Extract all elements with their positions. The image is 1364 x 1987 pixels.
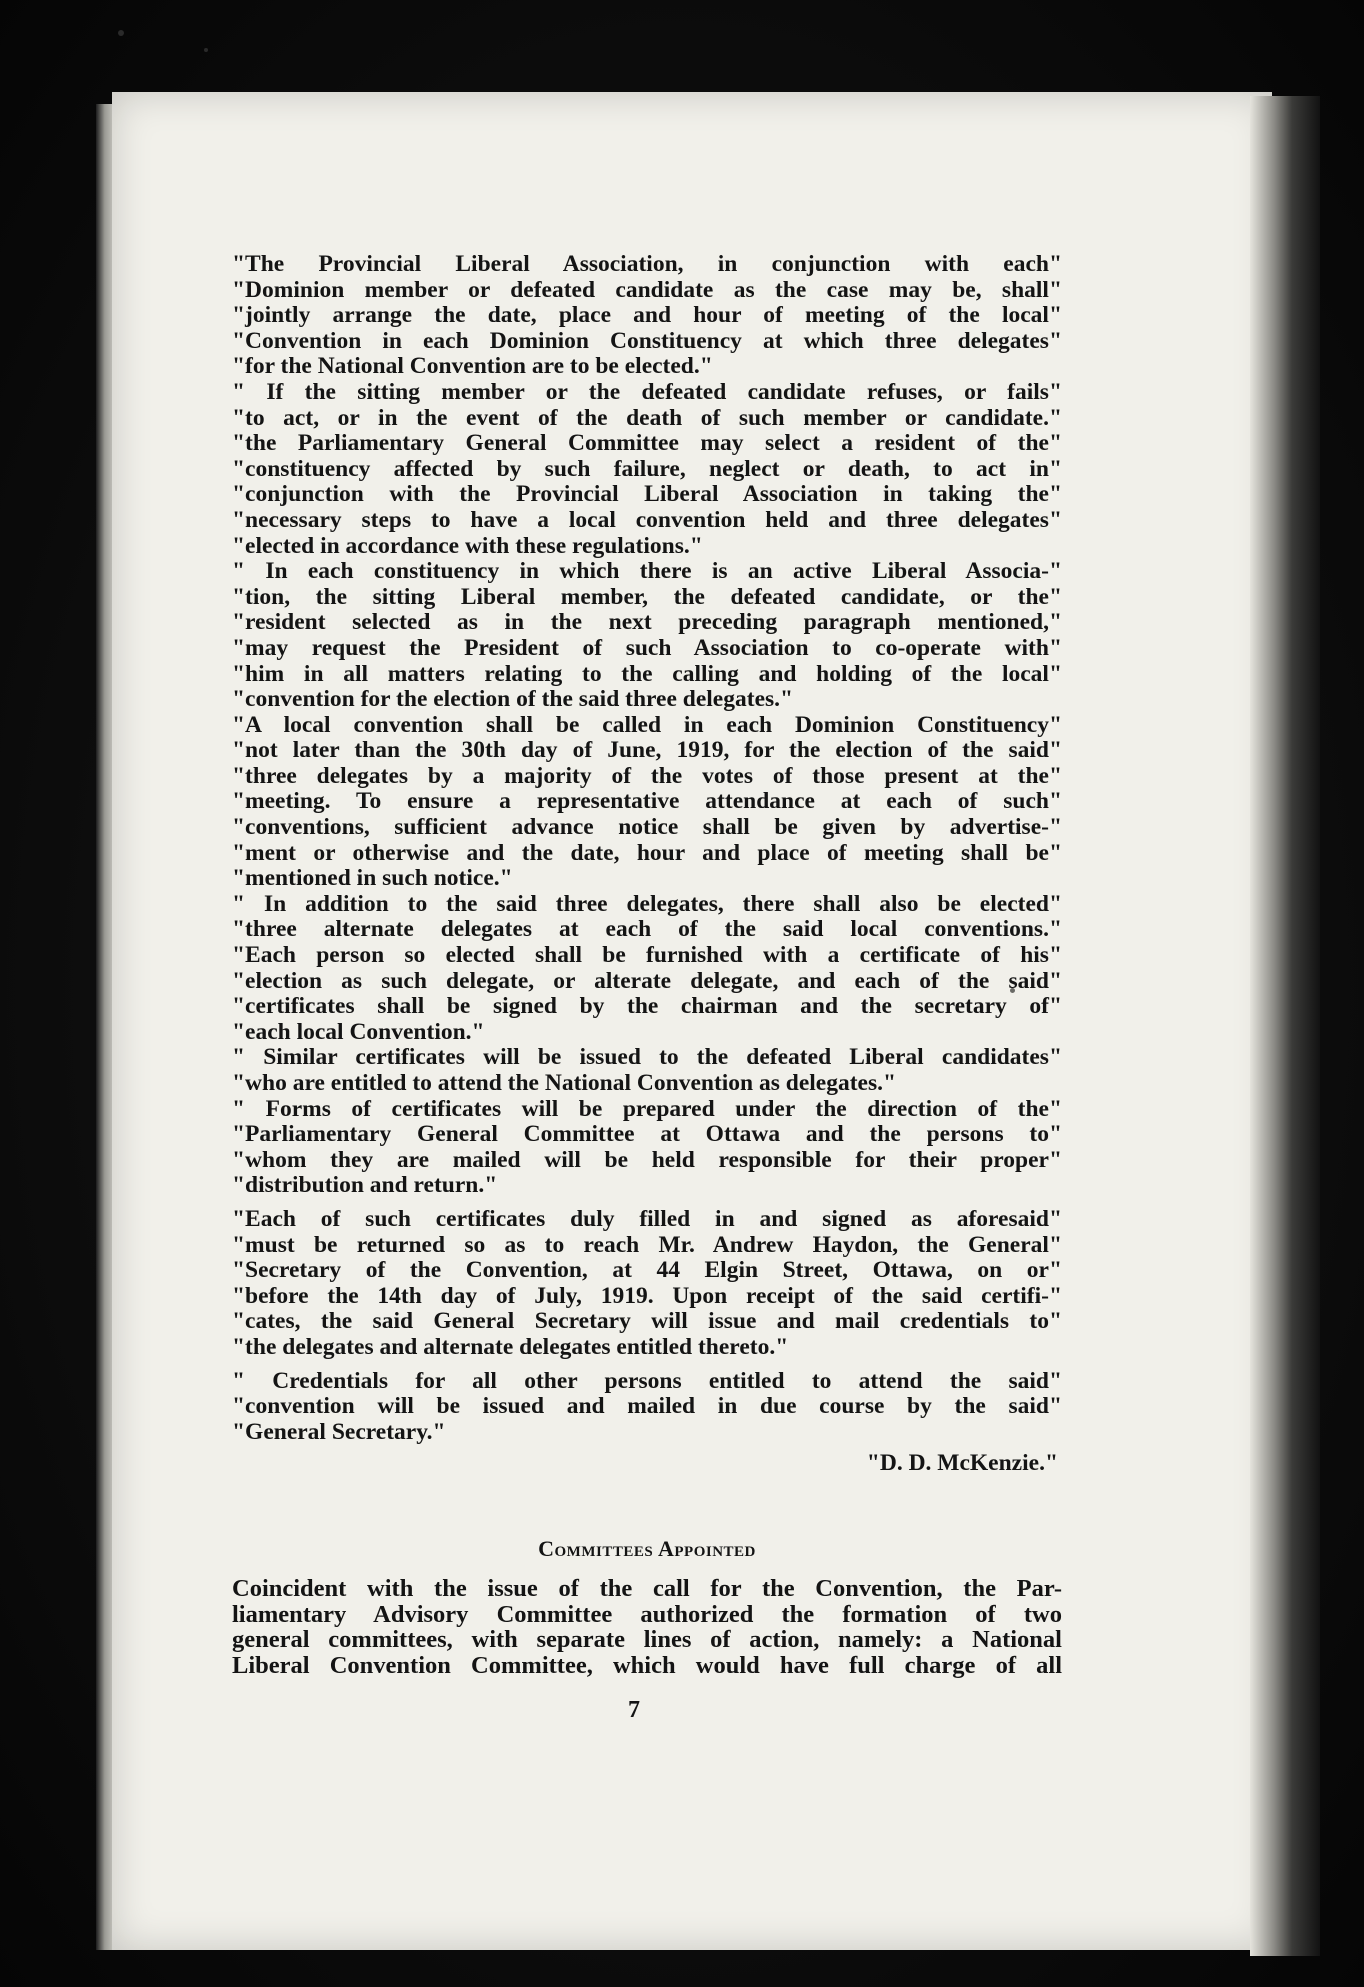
text-line: "The Provincial Liberal Association, in conjunction with each" xyxy=(232,251,1062,277)
page-edge-shadow xyxy=(1250,96,1320,1956)
text-line: "mentioned in such notice." xyxy=(232,865,513,892)
text-line: "each local Convention." xyxy=(232,1018,485,1045)
body-paragraph xyxy=(232,1576,1062,1678)
signature: "D. D. McKenzie." xyxy=(866,1450,1058,1477)
text-line: "necessary steps to have a local convention held and three delegates" xyxy=(232,506,1062,533)
text-line: "constituency affected by such failure, neglect or death, to act in" xyxy=(232,455,1062,482)
text-line: "distribution and return." xyxy=(232,1172,498,1199)
text-line: " Similar certificates will be issued to the defeated Liberal candidates" xyxy=(232,1044,1062,1071)
text-line: "whom they are mailed will be held responsible for their proper" xyxy=(232,1146,1062,1173)
text-line: "Each person so elected shall be furnished with a certificate of his" xyxy=(232,942,1062,969)
text-line: "jointly arrange the date, place and hour of meeting of the local" xyxy=(232,302,1062,329)
text-line: "three delegates by a majority of the votes of those present at the" xyxy=(232,762,1062,789)
text-line: "ment or otherwise and the date, hour and place of meeting shall be" xyxy=(232,839,1062,866)
text-line: " Credentials for all other persons entitled to attend the said" xyxy=(232,1367,1062,1394)
text-line: "before the 14th day of July, 1919. Upon receipt of the said certifi-" xyxy=(232,1282,1062,1309)
text-line: Liberal Convention Committee, which would have full charge of all xyxy=(232,1651,1062,1679)
dust-speck xyxy=(204,48,208,52)
text-line: "convention will be issued and mailed in due course by the said" xyxy=(232,1393,1062,1420)
text-line: liamentary Advisory Committee authorized the formation of two xyxy=(232,1600,1062,1628)
text-line: "cates, the said General Secretary will issue and mail credentials to" xyxy=(232,1308,1062,1335)
text-line: "the delegates and alternate delegates entitled thereto." xyxy=(232,1333,789,1360)
text-line: "Secretary of the Convention, at 44 Elgin Street, Ottawa, on or" xyxy=(232,1257,1062,1284)
text-line: " In addition to the said three delegates, there shall also be elected" xyxy=(232,890,1062,917)
text-line: "Dominion member or defeated candidate as the case may be, shall" xyxy=(232,276,1062,303)
text-line: "not later than the 30th day of June, 1919, for the election of the said" xyxy=(232,737,1062,764)
text-line: " Forms of certificates will be prepared under the direction of the" xyxy=(232,1095,1062,1122)
text-line: "General Secretary." xyxy=(232,1418,446,1445)
text-line: "tion, the sitting Liberal member, the defeated candidate, or the" xyxy=(232,583,1062,610)
page-number: 7 xyxy=(628,1697,640,1723)
text-line: "certificates shall be signed by the chairman and the secretary of" xyxy=(232,993,1062,1020)
dust-speck xyxy=(118,30,124,36)
text-line: "resident selected as in the next preceding paragraph mentioned," xyxy=(232,609,1062,636)
text-line: "election as such delegate, or alterate delegate, and each of the said" xyxy=(232,967,1062,994)
text-line: "Convention in each Dominion Constituency at which three delegates" xyxy=(232,327,1062,354)
text-line: "A local convention shall be called in each Dominion Constituency" xyxy=(232,711,1062,738)
text-line: "the Parliamentary General Committee may select a resident of the" xyxy=(232,430,1062,457)
text-line: " If the sitting member or the defeated candidate refuses, or fails" xyxy=(232,378,1062,405)
text-line: "convention for the election of the said three delegates." xyxy=(232,686,794,713)
text-line: "three alternate delegates at each of the said local conventions." xyxy=(232,916,1062,943)
text-line: "Each of such certificates duly filled in and signed as aforesaid" xyxy=(232,1205,1062,1232)
text-line: "to act, or in the event of the death of such member or candidate." xyxy=(232,404,1062,431)
text-line: "must be returned so as to reach Mr. Andrew Haydon, the General" xyxy=(232,1231,1062,1258)
text-line: "him in all matters relating to the calling and holding of the local" xyxy=(232,660,1062,687)
text-line: " In each constituency in which there is an active Liberal Associa-" xyxy=(232,558,1062,585)
section-heading: Committees Appointed xyxy=(538,1536,756,1561)
text-line: general committees, with separate lines of action, namely: a National xyxy=(232,1626,1062,1654)
text-line: "who are entitled to attend the National Convention as delegates." xyxy=(232,1070,897,1096)
text-line: "conjunction with the Provincial Liberal Association in taking the" xyxy=(232,481,1062,508)
quoted-regulations xyxy=(232,252,1062,1477)
text-line: Coincident with the issue of the call for the Convention, the Par- xyxy=(232,1575,1062,1602)
text-line: "conventions, sufficient advance notice shall be given by advertise-" xyxy=(232,814,1062,841)
text-line: "meeting. To ensure a representative attendance at each of such" xyxy=(232,788,1062,815)
text-line: "may request the President of such Association to co-operate with" xyxy=(232,634,1062,661)
text-line: "for the National Convention are to be elected." xyxy=(232,353,713,380)
text-line: "Parliamentary General Committee at Ottawa and the persons to" xyxy=(232,1121,1062,1148)
text-line: "elected in accordance with these regulations." xyxy=(232,532,703,559)
